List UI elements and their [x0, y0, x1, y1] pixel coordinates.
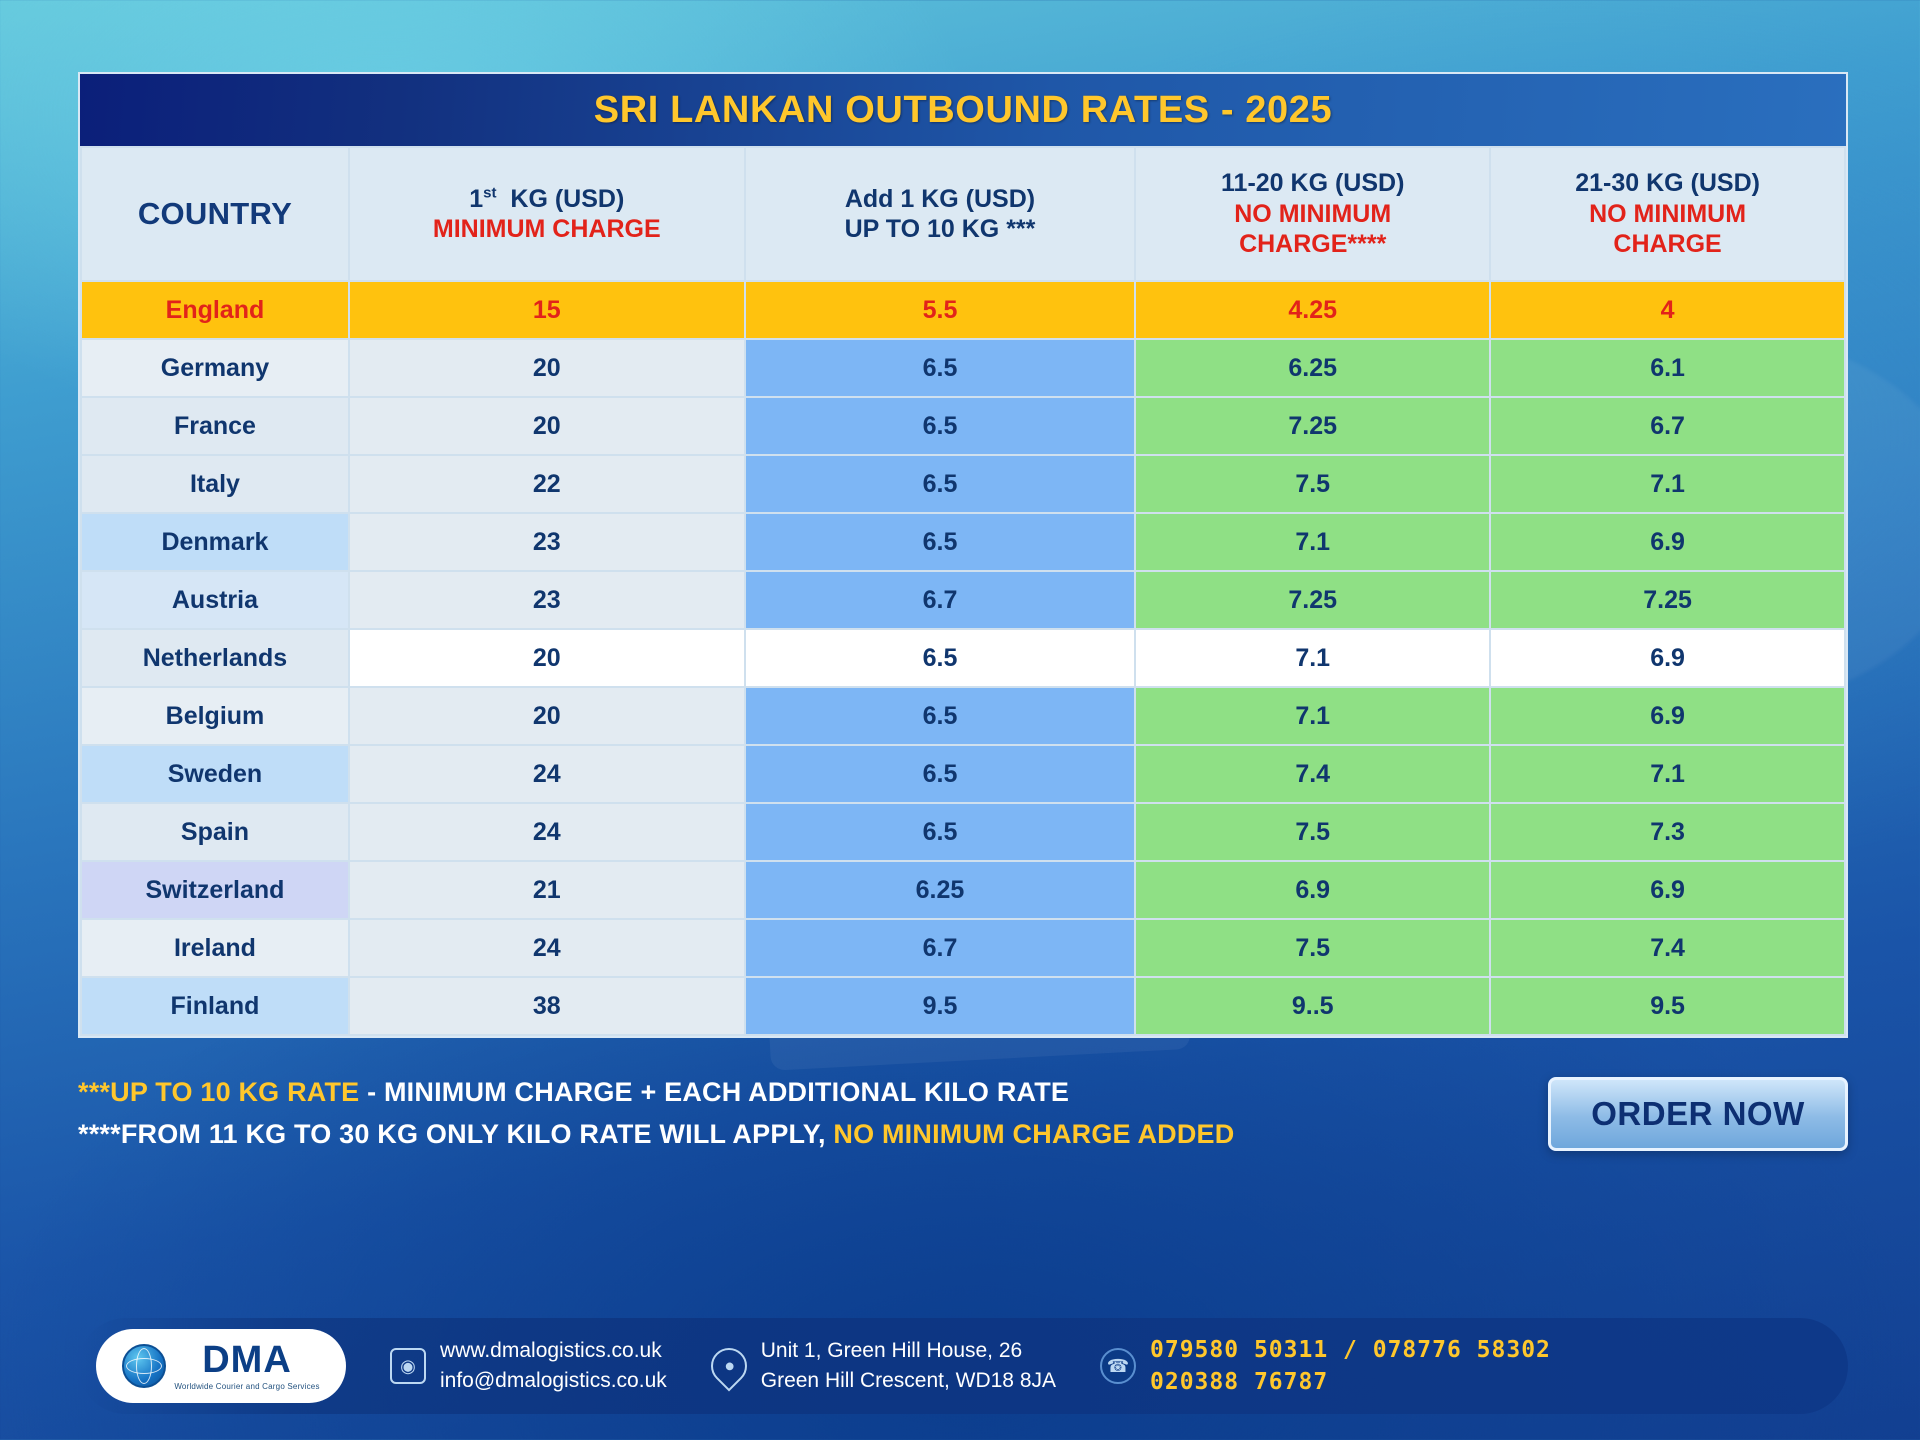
cell-add-kg: 6.5 — [746, 746, 1135, 802]
column-header-add-kg-line1: Add 1 KG (USD) — [844, 184, 1036, 213]
cell-21-30-kg: 6.9 — [1491, 514, 1844, 570]
cell-11-20-kg: 7.1 — [1136, 514, 1489, 570]
footer-web-group — [390, 1336, 667, 1397]
cell-add-kg: 6.5 — [746, 456, 1135, 512]
cell-first-kg: 21 — [350, 862, 744, 918]
note-1-emphasis: ***UP TO 10 KG RATE — [78, 1077, 360, 1107]
ordinal-suffix: st — [483, 184, 497, 202]
cell-country: Spain — [82, 804, 348, 860]
cell-add-kg: 6.7 — [746, 920, 1135, 976]
cell-country: England — [82, 282, 348, 338]
cell-11-20-kg: 7.5 — [1136, 804, 1489, 860]
table-row — [82, 862, 1844, 918]
cell-11-20-kg: 9..5 — [1136, 978, 1489, 1034]
table-row — [82, 456, 1844, 512]
notes-section — [78, 1072, 1848, 1156]
cell-11-20-kg: 7.5 — [1136, 456, 1489, 512]
cell-11-20-kg: 7.5 — [1136, 920, 1489, 976]
cell-add-kg: 9.5 — [746, 978, 1135, 1034]
cell-11-20-kg: 7.25 — [1136, 572, 1489, 628]
cell-country: Belgium — [82, 688, 348, 744]
cell-21-30-kg: 9.5 — [1491, 978, 1844, 1034]
footer-address-group — [711, 1336, 1056, 1397]
cell-21-30-kg: 7.3 — [1491, 804, 1844, 860]
cell-first-kg: 38 — [350, 978, 744, 1034]
cell-first-kg: 24 — [350, 804, 744, 860]
cell-country: Netherlands — [82, 630, 348, 686]
table-row — [82, 978, 1844, 1034]
table-body — [82, 282, 1844, 1034]
cell-first-kg: 15 — [350, 282, 744, 338]
cell-11-20-kg: 7.25 — [1136, 398, 1489, 454]
cell-country: Germany — [82, 340, 348, 396]
cell-21-30-kg: 6.9 — [1491, 862, 1844, 918]
column-header-11-20-kg — [1136, 148, 1489, 280]
cell-country: Austria — [82, 572, 348, 628]
cell-add-kg: 6.7 — [746, 572, 1135, 628]
cell-first-kg: 20 — [350, 688, 744, 744]
column-header-21-30-kg-line3: CHARGE — [1613, 230, 1722, 259]
column-header-country: COUNTRY — [82, 148, 348, 280]
rates-table — [78, 146, 1848, 1038]
cell-first-kg: 23 — [350, 572, 744, 628]
footer-address-line1: Unit 1, Green Hill House, 26 — [760, 1338, 1023, 1362]
cell-11-20-kg: 6.9 — [1136, 862, 1489, 918]
footer-address-line2: Green Hill Crescent, WD18 8JA — [760, 1369, 1057, 1392]
cell-21-30-kg: 6.9 — [1491, 688, 1844, 744]
order-now-button[interactable] — [1548, 1077, 1848, 1151]
cell-21-30-kg: 7.4 — [1491, 920, 1844, 976]
cell-add-kg: 6.5 — [746, 630, 1135, 686]
table-row — [82, 282, 1844, 338]
cell-11-20-kg: 4.25 — [1136, 282, 1489, 338]
footer-website[interactable]: www.dmalogistics.co.uk — [440, 1338, 662, 1362]
title-bar — [78, 72, 1848, 146]
cell-country: Sweden — [82, 746, 348, 802]
cell-add-kg: 6.5 — [746, 804, 1135, 860]
cell-country: Italy — [82, 456, 348, 512]
cell-country: Ireland — [82, 920, 348, 976]
column-header-21-30-kg — [1491, 148, 1844, 280]
table-row — [82, 340, 1844, 396]
footer-phone-group — [1100, 1334, 1551, 1398]
notes-text — [78, 1072, 1234, 1156]
column-header-first-kg-line2: MINIMUM CHARGE — [432, 215, 661, 243]
cell-add-kg: 5.5 — [746, 282, 1135, 338]
cell-21-30-kg: 7.1 — [1491, 456, 1844, 512]
phone-icon: ☎ — [1100, 1348, 1136, 1384]
column-header-21-30-kg-line1: 21-30 KG (USD) — [1575, 169, 1760, 198]
cell-21-30-kg: 7.1 — [1491, 746, 1844, 802]
column-header-11-20-kg-line3: CHARGE**** — [1239, 230, 1387, 259]
table-row — [82, 514, 1844, 570]
note-1-rest: - MINIMUM CHARGE + EACH ADDITIONAL KILO RATE — [359, 1077, 1070, 1107]
column-header-11-20-kg-line1: 11-20 KG (USD) — [1221, 169, 1405, 198]
table-row — [82, 920, 1844, 976]
note-line-1 — [78, 1072, 1234, 1114]
rates-sheet — [78, 72, 1848, 1156]
cell-country: Switzerland — [82, 862, 348, 918]
table-row — [82, 572, 1844, 628]
footer-address-lines — [761, 1336, 1056, 1397]
cell-21-30-kg: 6.1 — [1491, 340, 1844, 396]
cell-add-kg: 6.25 — [746, 862, 1135, 918]
cell-first-kg: 23 — [350, 514, 744, 570]
page-title: SRI LANKAN OUTBOUND RATES - 2025 — [593, 88, 1333, 131]
globe-web-icon: ◉ — [390, 1348, 426, 1384]
location-pin-icon: ● — [703, 1341, 754, 1392]
cell-add-kg: 6.5 — [746, 514, 1135, 570]
logo-text — [174, 1341, 319, 1391]
table-row — [82, 398, 1844, 454]
footer-phone-line2[interactable]: 020388 76787 — [1150, 1369, 1329, 1395]
table-row — [82, 688, 1844, 744]
cell-country: Denmark — [82, 514, 348, 570]
globe-icon — [122, 1344, 166, 1388]
column-header-first-kg-line1: 1st KG (USD) — [469, 184, 625, 213]
note-line-2 — [78, 1114, 1234, 1156]
cell-first-kg: 20 — [350, 398, 744, 454]
cell-21-30-kg: 4 — [1491, 282, 1844, 338]
cell-first-kg: 24 — [350, 746, 744, 802]
column-header-add-kg-line2: UP TO 10 KG *** — [844, 215, 1036, 243]
cell-11-20-kg: 6.25 — [1136, 340, 1489, 396]
cell-add-kg: 6.5 — [746, 340, 1135, 396]
note-2-emphasis: NO MINIMUM CHARGE ADDED — [833, 1118, 1235, 1149]
table-header — [82, 148, 1844, 280]
cell-21-30-kg: 6.9 — [1491, 630, 1844, 686]
cell-21-30-kg: 6.7 — [1491, 398, 1844, 454]
cell-first-kg: 24 — [350, 920, 744, 976]
cell-add-kg: 6.5 — [746, 688, 1135, 744]
table-row — [82, 804, 1844, 860]
cell-country: Finland — [82, 978, 348, 1034]
cell-first-kg: 22 — [350, 456, 744, 512]
cell-first-kg: 20 — [350, 340, 744, 396]
column-header-first-kg — [350, 148, 744, 280]
table-row — [82, 630, 1844, 686]
footer-bar — [78, 1318, 1848, 1414]
column-header-11-20-kg-line2: NO MINIMUM — [1234, 199, 1392, 228]
footer-phone-lines — [1150, 1334, 1551, 1398]
cell-11-20-kg: 7.1 — [1136, 688, 1489, 744]
cell-21-30-kg: 7.25 — [1491, 572, 1844, 628]
footer-email[interactable]: info@dmalogistics.co.uk — [440, 1369, 667, 1392]
cell-11-20-kg: 7.4 — [1136, 746, 1489, 802]
cell-first-kg: 20 — [350, 630, 744, 686]
footer-phone-line1[interactable]: 079580 50311 / 078776 58302 — [1150, 1336, 1551, 1363]
column-header-add-kg — [746, 148, 1135, 280]
table-header-row — [82, 148, 1844, 280]
column-header-21-30-kg-line2: NO MINIMUM — [1589, 199, 1747, 228]
cell-country: France — [82, 398, 348, 454]
cell-add-kg: 6.5 — [746, 398, 1135, 454]
footer-web-lines — [440, 1336, 667, 1397]
logo-name: DMA — [202, 1339, 292, 1381]
table-row — [82, 746, 1844, 802]
cell-11-20-kg: 7.1 — [1136, 630, 1489, 686]
dma-logo — [96, 1329, 346, 1403]
logo-tagline: Worldwide Courier and Cargo Services — [174, 1382, 320, 1391]
note-2-rest: ****FROM 11 KG TO 30 KG ONLY KILO RATE WILL APPLY, — [78, 1118, 834, 1149]
order-now-label: ORDER NOW — [1591, 1094, 1805, 1132]
